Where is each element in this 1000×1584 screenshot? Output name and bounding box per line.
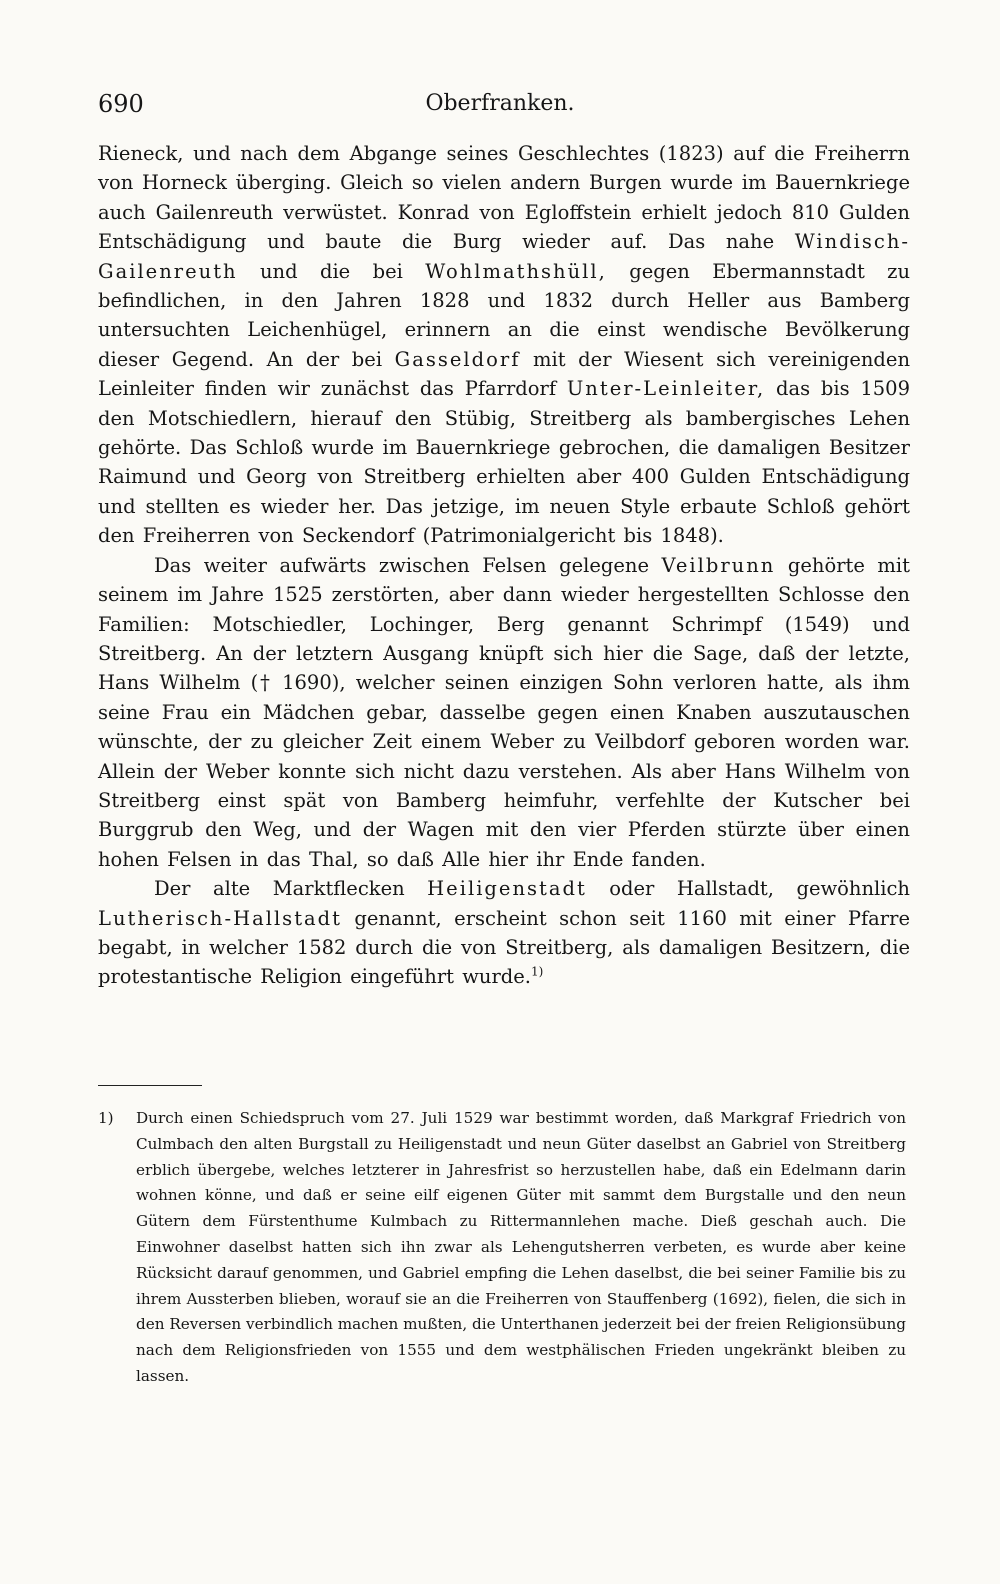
place-name-gasseldorf: Gasseldorf (394, 347, 521, 371)
paragraph-1 (98, 139, 910, 551)
paragraph-2 (98, 551, 910, 874)
running-head: Oberfranken. (425, 91, 575, 116)
place-name-lutherisch-hallstadt: Lutherisch-Hallstadt (98, 906, 342, 930)
text-segment: Das nahe (667, 230, 775, 254)
text-segment: Das weiter aufwärts zwischen Felsen gelegene (154, 553, 650, 577)
text-segment: und die bei (259, 259, 403, 283)
text-segment: das bis 1509 den Motschiedlern, hierauf den Stübig, Streitberg als bambergisches Lehen gehörte. Das Schloß wurde im Bauernkriege gebrochen, die damaligen Besitzer Raimund und Georg von Streitberg erhielten aber 400 Gulden Entschädigung und stellten es wieder her. Das jetzige, im neuen Style erbaute Schloß gehört den Freiherren von Seckendorf (Patrimonialgericht bis 1848). (98, 377, 910, 548)
footnote-text: Durch einen Schiedspruch vom 27. Juli 1529 war bestimmt worden, daß Markgraf Friedrich von Culmbach den alten Burgstall zu Heiligenstadt und neun Güter daselbst an Gabriel von Streitberg erblich übergebe, welches letzterer in Jahresfrist so herzustellen habe, daß ein Edelmann darin wohnen könne, und daß er seine eilf eigenen Güter mit sammt dem Burgstalle und den neun Gütern dem Fürstenthume Kulmbach zu Rittermannlehen mache. Dieß geschah auch. Die Einwohner daselbst hatten sich ihn zwar als Lehengutsherren verbeten, es wurde aber keine Rücksicht darauf genommen, und Gabriel empfing die Lehen daselbst, die bei seiner Familie bis zu ihrem Aussterben blieben, worauf sie an die Freiherren von Stauffenberg (1692), fielen, die sich in den Reversen verbindlich machen mußten, die Unterthanen jederzeit bei der freien Religionsübung nach dem Religionsfrieden von 1555 und dem westphälischen Frieden ungekränkt bleiben zu lassen. (136, 1109, 906, 1385)
footnote (98, 1106, 910, 1390)
place-name-windisch-gailenreuth: Windisch-Gailenreuth (98, 230, 910, 283)
page-header (98, 86, 902, 122)
place-name-unter-leinleiter: Unter-Leinleiter, (566, 377, 766, 401)
main-text (98, 139, 910, 992)
text-segment: Der alte Marktflecken (154, 877, 405, 901)
text-segment: gegen Ebermannstadt zu befindlichen, in den Jahren 1828 und 1832 durch Heller aus Bamberg untersuchten Leichenhügel, erinnern an die einst wendische Bevölkerung dieser Gegend. An der bei (98, 259, 911, 371)
place-name-heiligenstadt: Heiligenstadt (427, 877, 587, 901)
place-name-veilbrunn: Veilbrunn (661, 553, 776, 577)
paragraph-1-text: Rieneck, und nach dem Abgange seines Geschlechtes (1823) auf die Freiherrn von Horneck überging. Gleich so vielen andern Burgen wurde im Bauernkriege auch Gailenreuth verwüstet. Konrad von Egloffstein erhielt jedoch 810 Gulden Entschädigung und baute die Burg wieder auf. (98, 142, 910, 254)
footnote-number: 1) (98, 1109, 114, 1127)
page-number: 690 (98, 90, 144, 118)
footnote-rule (98, 1085, 202, 1086)
text-segment: oder Hallstadt, gewöhnlich (609, 877, 910, 901)
text-segment: genannt, erscheint schon seit 1160 mit einer Pfarre begabt, in welcher 1582 durch die von Streitberg, als damaligen Besitzern, die protestantische Religion eingeführt wurde. (98, 906, 910, 989)
place-name-wohlmathshuell: Wohlmathshüll, (425, 259, 607, 283)
text-segment: mit der Wiesent sich vereinigenden Leinleiter finden wir zunächst das Pfarrdorf (98, 347, 911, 401)
paragraph-3 (98, 874, 910, 992)
text-segment: gehörte mit seinem im Jahre 1525 zerstörten, aber dann wieder hergestellten Schlosse den Familien: Motschiedler, Lochinger, Berg genannt Schrimpf (1549) und Streitberg. An der letztern Ausgang knüpft sich hier die Sage, daß der letzte, Hans Wilhelm († 1690), welcher seinen einzigen Sohn verloren hatte, als ihm seine Frau ein Mädchen gebar, dasselbe gegen einen Knaben auszutauschen wünschte, der zu gleicher Zeit einem Weber zu Veilbdorf geboren worden war. Allein der Weber konnte sich nicht dazu verstehen. Als aber Hans Wilhelm von Streitberg einst spät von Bamberg heimfuhr, verfehlte der Kutscher bei Burggrub den Weg, und der Wagen mit den vier Pferden stürzte über einen hohen Felsen in das Thal, so daß Alle hier ihr Ende fanden. (98, 553, 910, 871)
footnote-reference[interactable]: 1) (531, 964, 544, 979)
